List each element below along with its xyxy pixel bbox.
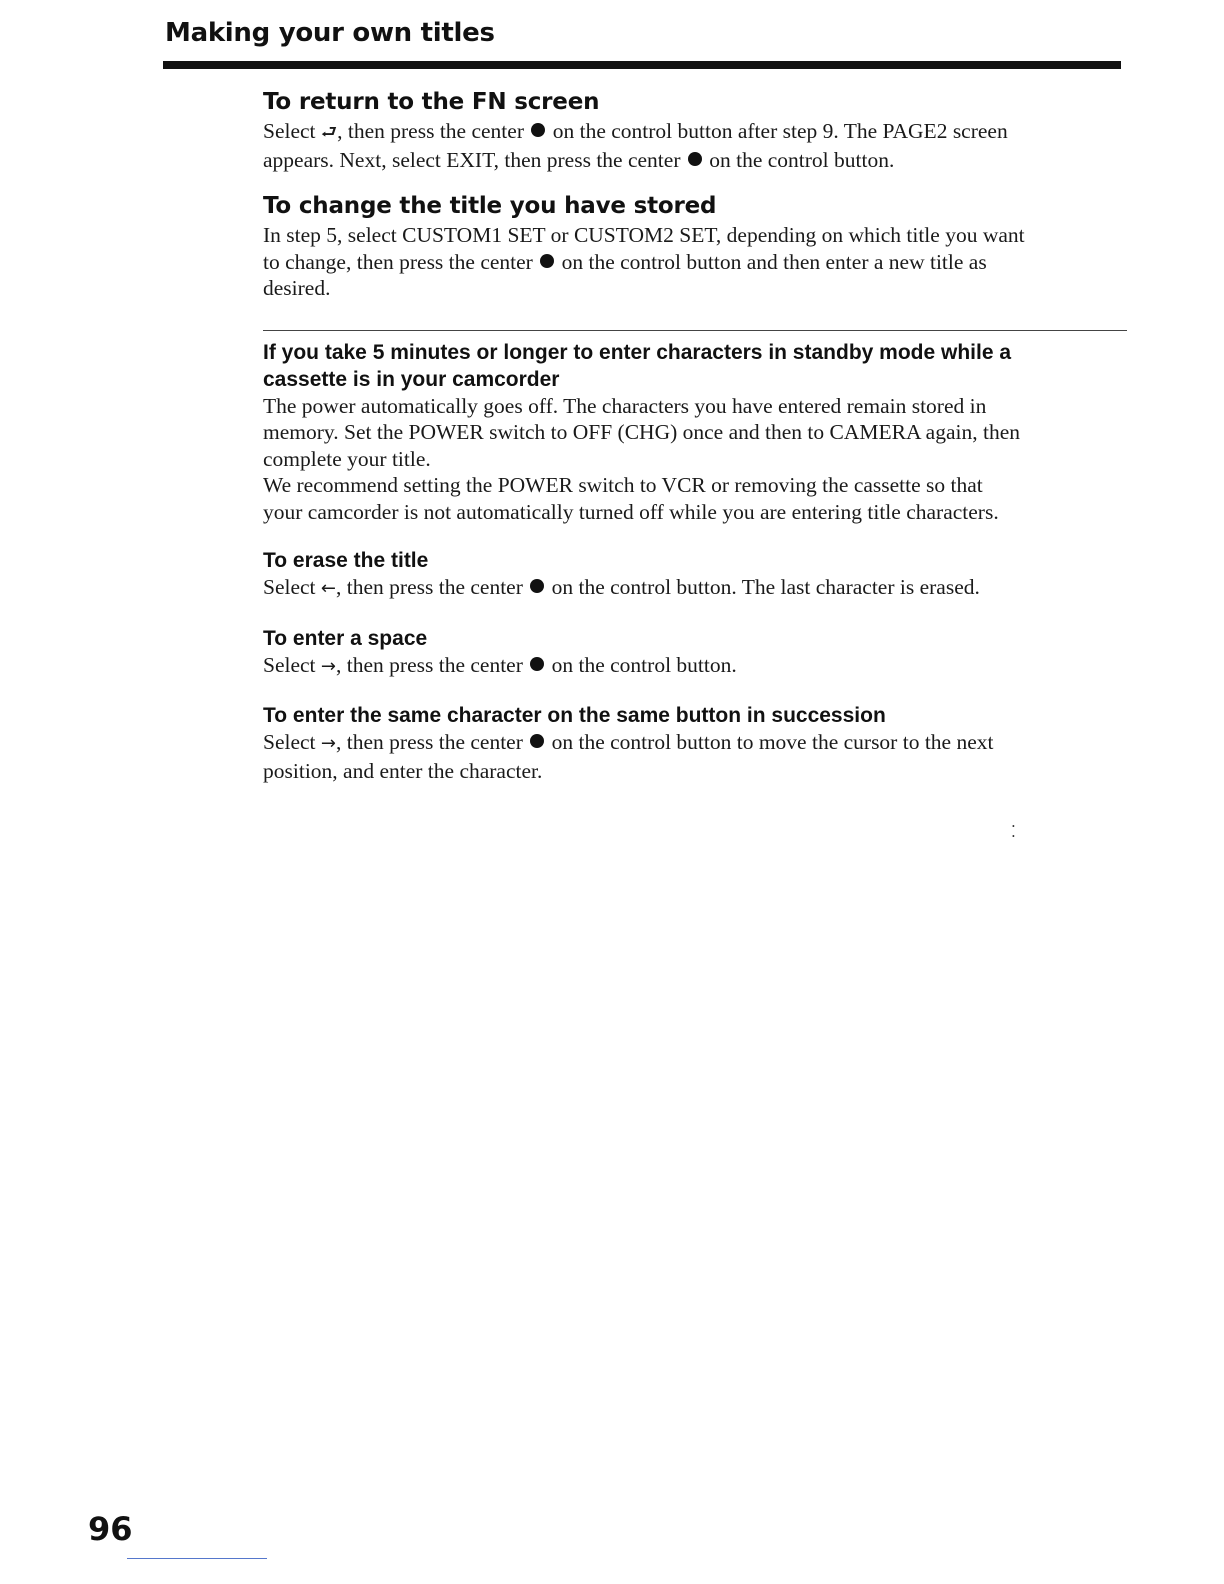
main-content: [263, 86, 1123, 784]
text-fragment: The power automatically goes off. The characters you have entered remain stored in: [263, 393, 987, 418]
text-fragment: position, and enter the character.: [263, 758, 543, 783]
text-fragment: We recommend setting the POWER switch to VCR or removing the cassette so that: [263, 473, 983, 497]
text-fragment: on the control button and then enter a new title as: [556, 249, 987, 274]
notes-divider: [263, 330, 1127, 331]
header-rule: [163, 61, 1121, 69]
left-arrow-icon: ←: [320, 578, 337, 599]
section-heading-change-title: To change the title you have stored: [263, 193, 717, 219]
text-fragment: to change, then press the center: [263, 249, 539, 274]
text-fragment: , then press the center: [336, 652, 529, 677]
text-fragment: Select: [263, 652, 321, 677]
text-fragment: your camcorder is not automatically turned off while you are entering title characters.: [263, 499, 999, 524]
note-body-same-character: [263, 729, 1123, 784]
text-fragment: on the control button. The last character is erased.: [546, 575, 980, 599]
text-fragment: on the control button to move the cursor to the next: [546, 730, 994, 754]
text-fragment: desired.: [263, 276, 331, 300]
center-dot-icon: [531, 123, 545, 137]
text-fragment: Select: [263, 119, 321, 143]
text-fragment: Select: [263, 575, 321, 599]
return-arrow-icon: ⮐: [320, 122, 338, 143]
text-fragment: In step 5, select CUSTOM1 SET or CUSTOM2 SET, depending on which title you want: [263, 223, 1025, 247]
section-heading-fn-screen: To return to the FN screen: [263, 89, 600, 115]
center-dot-icon: [530, 734, 544, 748]
note-body-space: [263, 652, 1123, 681]
text-fragment: memory. Set the POWER switch to OFF (CHG) once and then to CAMERA again, then: [263, 420, 1020, 444]
center-dot-icon: [530, 657, 544, 671]
right-arrow-icon: →: [320, 655, 337, 677]
note-standby: [263, 339, 1123, 526]
section-fn-screen: [263, 86, 1123, 173]
page-header-title: Making your own titles: [165, 18, 495, 48]
center-dot-icon: [540, 254, 554, 268]
center-dot-icon: [688, 152, 702, 166]
page-number: 96: [88, 1510, 133, 1548]
note-same-character: [263, 702, 1123, 784]
note-body-erase: [263, 574, 1123, 603]
note-body-standby-2: [263, 472, 1123, 525]
section-body-change-title: [263, 222, 1123, 302]
note-body-standby-1: [263, 393, 1123, 473]
center-dot-icon: [530, 579, 544, 593]
text-fragment: appears. Next, select EXIT, then press the center: [263, 147, 686, 172]
note-space: [263, 625, 1123, 681]
section-body-fn-screen: [263, 118, 1123, 173]
text-fragment: , then press the center: [336, 575, 529, 599]
note-heading-erase: To erase the title: [263, 549, 429, 572]
note-heading-space: To enter a space: [263, 626, 428, 650]
note-heading-same-character: To enter the same character on the same button in succession: [263, 704, 886, 727]
text-fragment: , then press the center: [336, 730, 529, 754]
text-fragment: , then press the center: [337, 119, 530, 143]
section-change-title: [263, 190, 1123, 302]
note-heading-standby: [263, 339, 1123, 393]
scan-specks: • •: [1012, 822, 1015, 841]
note-erase: [263, 547, 1123, 603]
footer-line: [127, 1558, 267, 1559]
text-fragment: on the control button after step 9. The PAGE2 screen: [547, 119, 1008, 143]
text-fragment: If you take 5 minutes or longer to enter characters in standby mode while a: [263, 340, 1012, 364]
text-fragment: cassette is in your camcorder: [263, 367, 560, 391]
text-fragment: Select: [263, 730, 321, 754]
text-fragment: on the control button.: [703, 147, 895, 172]
text-fragment: on the control button.: [546, 652, 737, 677]
text-fragment: complete your title.: [263, 446, 431, 471]
right-arrow-icon: →: [320, 733, 337, 754]
